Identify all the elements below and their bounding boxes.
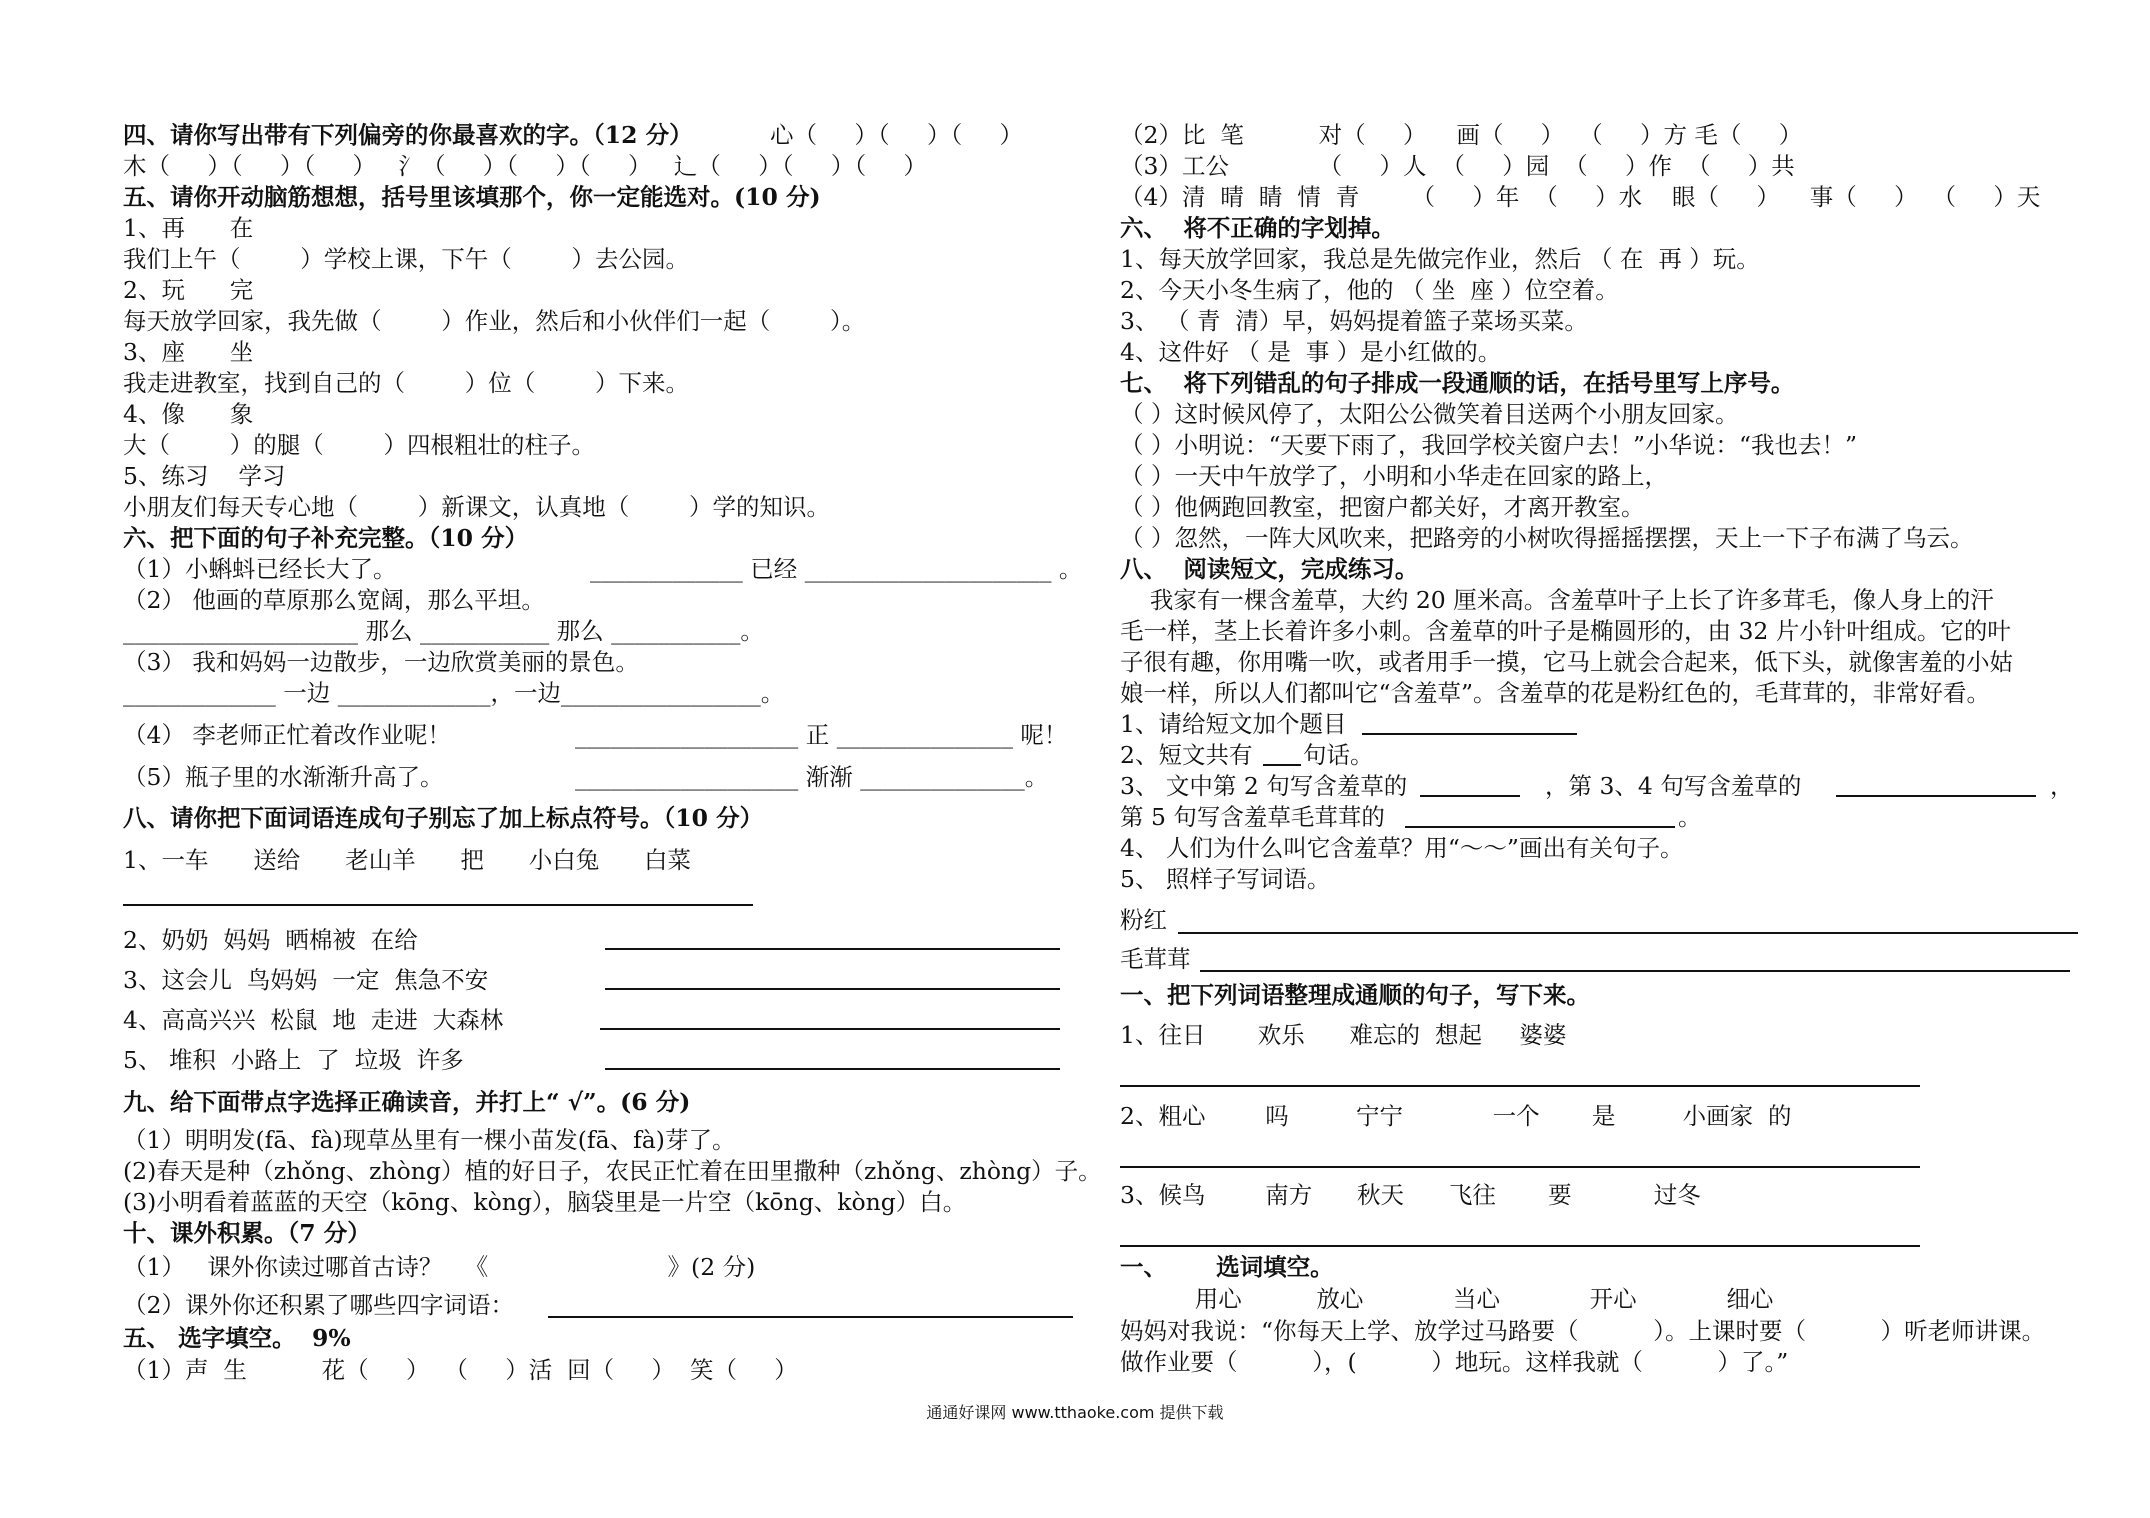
q6-3-answer: _____________ 一边 _____________，一边_________________。 (123, 679, 785, 707)
section-4-row2: 木（ ）（ ）（ ） 氵（ ）（ ）（ ） 辶（ ）（ ）（ ） (123, 152, 927, 180)
q5b-2: （2）比 笔 对（ ） 画（ ） （ ）方 毛（ ） (1120, 121, 1803, 149)
q8-3: 3、这会儿 鸟妈妈 一定 焦急不安 (123, 966, 489, 994)
q9-1: （1）明明发(fā、fà)现草丛里有一棵小苗发(fā、fà)芽了。 (123, 1126, 736, 1154)
q5b-1: （1）声 生 花（ ） （ ）活 回（ ） 笑（ ） (123, 1356, 798, 1384)
r-q1-2: 2、粗心 吗 宁宁 一个 是 小画家 的 (1120, 1102, 1792, 1130)
q5-3-options: 3、座 坐 (123, 338, 254, 366)
reading-q1-answer-line (1362, 733, 1577, 735)
reading-q1: 1、请给短文加个题目 (1120, 710, 1347, 738)
r-q7-5: （ ）忽然，一阵大风吹来，把路旁的小树吹得摇摇摆摆，天上一下子布满了乌云。 (1120, 524, 1974, 552)
q5-2-options: 2、玩 完 (123, 276, 254, 304)
passage-line-3: 子很有趣，你用嘴一吹，或者用手一摸，它马上就会合起来，低下头，就像害羞的小姑 (1120, 648, 2013, 676)
r-section-1-title: 一、把下列词语整理成通顺的句子，写下来。 (1120, 981, 1590, 1009)
word-example-1-line (1178, 932, 2078, 934)
section-6-title: 六、把下面的句子补充完整。（10 分） (123, 524, 529, 552)
q10-2: （2）课外你还积累了哪些四字词语： (123, 1291, 514, 1319)
q6-1: （1）小蝌蚪已经长大了。 (123, 555, 397, 583)
r-q6-2: 2、今天小冬生病了，他的 （ 坐 座 ）位空着。 (1120, 276, 1619, 304)
q10-2-answer-line (548, 1316, 1073, 1318)
r-q1-3-answer-line (1120, 1245, 1920, 1247)
q8-1-answer-line (123, 904, 753, 906)
reading-q3-answer-line-3 (1405, 826, 1675, 828)
reading-q2-answer-line (1263, 764, 1301, 766)
q6-3: （3） 我和妈妈一边散步，一边欣赏美丽的景色。 (123, 648, 639, 676)
passage-line-1: 我家有一棵含羞草，大约 20 厘米高。含羞草叶子上长了许多茸毛，像人身上的汗 (1120, 586, 1994, 614)
r-q1-1: 1、往日 欢乐 难忘的 想起 婆婆 (1120, 1021, 1567, 1049)
reading-q2-b: 句话。 (1303, 741, 1374, 769)
section-10-title: 十、课外积累。（7 分） (123, 1219, 371, 1247)
q8-2-answer-line (605, 948, 1060, 950)
passage-line-4: 娘一样，所以人们都叫它“含羞草”。含羞草的花是粉红色的，毛茸茸的，非常好看。 (1120, 679, 1991, 707)
q5-5-options: 5、练习 学习 (123, 462, 286, 490)
word-example-1: 粉红 (1120, 906, 1167, 934)
r-q6-3: 3、 （ 青 清）早，妈妈提着篮子菜场买菜。 (1120, 307, 1588, 335)
r-q6-1: 1、每天放学回家，我总是先做完作业，然后 （ 在 再 ）玩。 (1120, 245, 1760, 273)
section-4-row1: 心（ ）（ ）（ ） (770, 121, 1024, 149)
r-q2-line-2: 做作业要（ ），( ）地玩。这样我就（ ）了。” (1120, 1348, 1789, 1376)
q6-4: （4） 李老师正忙着改作业呢！ (123, 721, 451, 749)
q6-2: （2） 他画的草原那么宽阔，那么平坦。 (123, 586, 545, 614)
section-4-title: 四、请你写出带有下列偏旁的你最喜欢的字。（12 分） (123, 121, 693, 149)
q5-2-sentence: 每天放学回家，我先做（ ）作业，然后和小伙伴们一起（ ）。 (123, 307, 866, 335)
q5-1-sentence: 我们上午（ ）学校上课，下午（ ）去公园。 (123, 245, 690, 273)
q5b-4: （4）清 晴 睛 情 青 （ ）年 （ ）水 眼（ ） 事（ ） （ ）天 (1120, 183, 2041, 211)
q5-3-sentence: 我走进教室，找到自己的（ ）位（ ）下来。 (123, 369, 690, 397)
q6-1-answer: _____________ 已经 _____________________ 。 (590, 555, 1083, 583)
q8-4: 4、高高兴兴 松鼠 地 走进 大森林 (123, 1006, 504, 1034)
r-q7-3: （ ）一天中午放学了，小明和小华走在回家的路上， (1120, 462, 1668, 490)
passage-line-2: 毛一样，茎上长着许多小刺。含羞草的叶子是椭圆形的，由 32 片小针叶组成。它的叶 (1120, 617, 2011, 645)
reading-q2-a: 2、短文共有 (1120, 741, 1253, 769)
r-q2-line-1: 妈妈对我说：“你每天上学、放学过马路要（ ）。上课时要（ ）听老师讲课。 (1120, 1317, 2046, 1345)
reading-q3-c: ， (2050, 772, 2074, 800)
section-9-title: 九、给下面带点字选择正确读音，并打上“ √”。(6 分) (123, 1088, 691, 1116)
section-5-title: 五、请你开动脑筋想想，括号里该填那个，你一定能选对。(10 分) (123, 183, 821, 211)
r-word-choices: 用心 放心 当心 开心 细心 (1120, 1285, 1774, 1313)
q9-2: (2)春天是种（zhǒng、zhòng）植的好日子，农民正忙着在田里撒种（zhǒng、zhòng）子。 (123, 1157, 1102, 1185)
r-q1-2-answer-line (1120, 1166, 1920, 1168)
q8-5-answer-line (605, 1068, 1060, 1070)
reading-q3-answer-line-1 (1420, 795, 1520, 797)
reading-q3-d: 第 5 句写含羞草毛茸茸的 (1120, 803, 1385, 831)
q6-2-answer: ____________________ 那么 ___________ 那么 ___________。 (123, 617, 764, 645)
q5-1-options: 1、再 在 (123, 214, 254, 242)
q6-4-answer: ___________________ 正 _______________ 呢！ (575, 721, 1068, 749)
section-8-title: 八、请你把下面词语连成句子别忘了加上标点符号。（10 分） (123, 804, 764, 832)
q5-4-options: 4、像 象 (123, 400, 254, 428)
r-section-6-title: 六、 将不正确的字划掉。 (1120, 214, 1395, 242)
q9-3: (3)小明看着蓝蓝的天空（kōng、kòng），脑袋里是一片空（kōng、kòng）白。 (123, 1188, 967, 1216)
word-example-2-line (1200, 970, 2070, 972)
footer-credit: 通通好课网 www.tthaoke.com 提供下载 (926, 1403, 1224, 1422)
reading-q3-answer-line-2 (1836, 795, 2036, 797)
r-q1-3: 3、候鸟 南方 秋天 飞往 要 过冬 (1120, 1181, 1701, 1209)
section-5b-title: 五、 选字填空。 9% (123, 1324, 351, 1352)
reading-q5: 5、 照样子写词语。 (1120, 865, 1331, 893)
reading-q3-a: 3、 文中第 2 句写含羞草的 (1120, 772, 1408, 800)
q8-4-answer-line (600, 1028, 1060, 1030)
r-section-2-title: 一、 选词填空。 (1120, 1253, 1334, 1281)
q8-5: 5、 堆积 小路上 了 垃圾 许多 (123, 1046, 464, 1074)
r-q7-4: （ ）他俩跑回教室，把窗户都关好，才离开教室。 (1120, 493, 1645, 521)
reading-q3-b: ，第 3、4 句写含羞草的 (1545, 772, 1802, 800)
reading-q4: 4、 人们为什么叫它含羞草？用“～～”画出有关句子。 (1120, 834, 1684, 862)
r-section-7-title: 七、 将下列错乱的句子排成一段通顺的话，在括号里写上序号。 (1120, 369, 1795, 397)
q6-5-answer: ___________________ 渐渐 ______________。 (575, 763, 1049, 791)
reading-q3-e: 。 (1678, 803, 1702, 831)
r-q7-2: （ ）小明说：“天要下雨了，我回学校关窗户去！”小华说：“我也去！” (1120, 431, 1858, 459)
q10-1: （1） 课外你读过哪首古诗？ 《 》(2 分) (123, 1253, 756, 1281)
q5-5-sentence: 小朋友们每天专心地（ ）新课文，认真地（ ）学的知识。 (123, 493, 831, 521)
r-q1-1-answer-line (1120, 1085, 1920, 1087)
q8-2: 2、奶奶 妈妈 晒棉被 在给 (123, 926, 418, 954)
q5-4-sentence: 大（ ）的腿（ ）四根粗壮的柱子。 (123, 431, 596, 459)
r-section-8-title: 八、 阅读短文，完成练习。 (1120, 555, 1419, 583)
q8-1: 1、一车 送给 老山羊 把 小白兔 白菜 (123, 846, 692, 874)
r-q7-1: （ ）这时候风停了，太阳公公微笑着目送两个小朋友回家。 (1120, 400, 1739, 428)
q8-3-answer-line (605, 988, 1060, 990)
q6-5: （5）瓶子里的水渐渐升高了。 (123, 763, 444, 791)
r-q6-4: 4、这件好 （ 是 事 ）是小红做的。 (1120, 338, 1502, 366)
q5b-3: （3）工公 （ ）人 （ ）园 （ ）作 （ ）共 (1120, 152, 1795, 180)
word-example-2: 毛茸茸 (1120, 945, 1191, 973)
